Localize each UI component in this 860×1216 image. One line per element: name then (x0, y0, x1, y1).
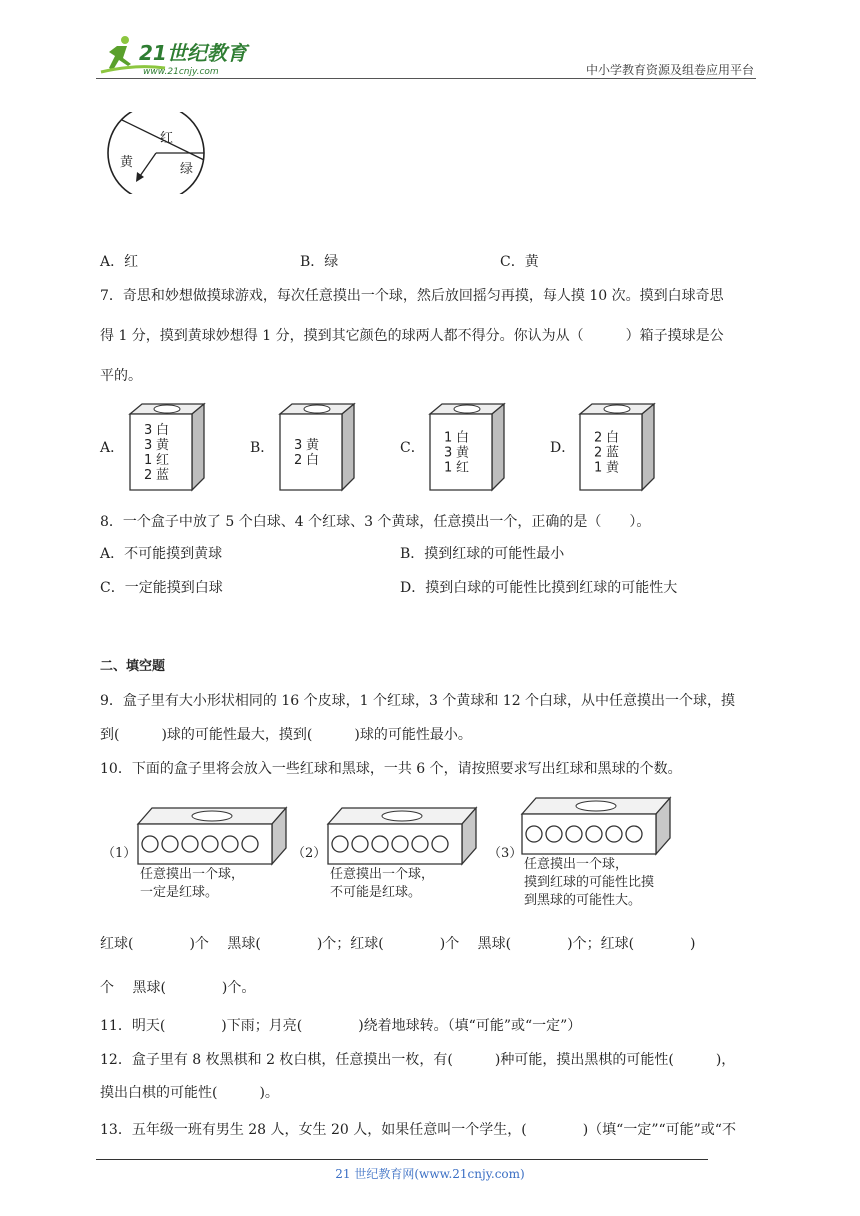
q7-box-count: 3 (294, 438, 303, 453)
ball-slot (606, 826, 622, 842)
q7-option-label[interactable]: B． (250, 440, 275, 456)
q10-answer-line-1[interactable]: 红球( )个 黑球( )个；红球( )个 黑球( )个；红球( ) (100, 936, 696, 952)
ball-slot (242, 836, 258, 852)
ball-slot (626, 826, 642, 842)
ball-slot (352, 836, 368, 852)
q6-option-c[interactable]: C．黄 (500, 254, 539, 270)
q7-box-color: 黄 (456, 445, 470, 461)
ball-slot (412, 836, 428, 852)
q12-line-2[interactable]: 摸出白棋的可能性( )。 (100, 1085, 279, 1101)
header-divider (96, 78, 756, 79)
q7-box-count: 2 (594, 445, 603, 461)
q7-box-count: 2 (594, 430, 603, 446)
q7-box-count: 3 (144, 438, 153, 453)
ball-slot (202, 836, 218, 852)
q10-box-figure (134, 806, 290, 866)
q10-box-caption: 不可能是红球。 (330, 885, 422, 900)
q7-box-count: 1 (444, 460, 453, 476)
q7-box-color: 白 (456, 430, 470, 446)
q12-line-1[interactable]: 12．盒子里有 8 枚黑棋和 2 枚白棋，任意摸出一枚，有( )种可能，摸出黑棋的可能性( )， (100, 1052, 736, 1068)
q10-box-figure (518, 796, 674, 856)
q7-box-color: 黄 (606, 460, 620, 476)
q10-box-caption: 任意摸出一个球， (140, 867, 245, 882)
q7-box-count: 3 (444, 445, 453, 461)
q6-option-a[interactable]: A．红 (100, 254, 139, 270)
q7-option-label[interactable]: A． (100, 440, 125, 456)
q7-box-color: 黄 (306, 438, 320, 453)
footer-divider (96, 1159, 708, 1160)
logo-url: www.21cnjy.com (143, 67, 219, 77)
q7-box-color: 蓝 (156, 468, 170, 483)
q10-box-caption: 到黑球的可能性大。 (524, 893, 642, 908)
q10-answer-line-2[interactable]: 个 黑球( )个。 (100, 980, 256, 996)
q7-box-color: 白 (306, 453, 320, 468)
spinner-pointer (140, 153, 156, 176)
q7-box-color: 白 (606, 430, 620, 446)
ball-slot (142, 836, 158, 852)
ball-slot (392, 836, 408, 852)
q7-box-count: 1 (144, 453, 153, 468)
ball-slot (222, 836, 238, 852)
q7-option-label[interactable]: D． (550, 440, 576, 456)
ball-slot (372, 836, 388, 852)
q7-box-figure (128, 402, 208, 494)
ball-slot (182, 836, 198, 852)
q11[interactable]: 11．明天( )下雨；月亮( )绕着地球转。（填“可能”或“一定”） (100, 1018, 582, 1034)
q7-box-color: 蓝 (606, 445, 620, 461)
q10-box-number: （3） (488, 846, 523, 861)
ball-slot (332, 836, 348, 852)
q8-option-c[interactable]: C．一定能摸到白球 (100, 580, 223, 596)
q7-box-figure (428, 402, 508, 494)
q7-box-count: 1 (594, 460, 603, 476)
q7-line-2: 得 1 分，摸到黄球妙想得 1 分，摸到其它颜色的球两人都不得分。你认为从（ ）箱子摸球是公 (100, 328, 724, 344)
q7-box-color: 红 (456, 460, 470, 476)
ball-slot (566, 826, 582, 842)
q7-box-count: 3 (144, 423, 153, 438)
q8-option-d[interactable]: D．摸到白球的可能性比摸到红球的可能性大 (400, 580, 678, 596)
ball-slot (586, 826, 602, 842)
q10-box-number: （2） (292, 846, 327, 861)
ball-slot (546, 826, 562, 842)
q7-line-3: 平的。 (100, 368, 142, 384)
q7-box-color: 白 (156, 423, 170, 438)
spinner-green: 绿 (180, 162, 194, 177)
q8-option-b[interactable]: B．摸到红球的可能性最小 (400, 546, 565, 562)
q7-box-figure (578, 402, 658, 494)
q7-box-count: 2 (294, 453, 303, 468)
q6-option-b[interactable]: B．绿 (300, 254, 339, 270)
q9-line-2: 到( )球的可能性最大，摸到( )球的可能性最小。 (100, 727, 472, 743)
q7-box-color: 黄 (156, 438, 170, 453)
ball-slot (162, 836, 178, 852)
q10-box-caption: 任意摸出一个球， (524, 857, 629, 872)
logo (95, 34, 265, 80)
ball-slot (526, 826, 542, 842)
spinner-yellow: 黄 (120, 155, 134, 170)
q7-box-color: 红 (156, 453, 170, 468)
q10-box-caption: 任意摸出一个球， (330, 867, 435, 882)
q7-box-figure (278, 402, 358, 494)
q7-line-1: 7．奇思和妙想做摸球游戏，每次任意摸出一个球，然后放回摇匀再摸，每人摸 10 次。摸到白球奇思 (100, 288, 724, 304)
q7-box-count: 1 (444, 430, 453, 446)
q10-box-caption: 一定是红球。 (140, 885, 219, 900)
footer-text: 21 世纪教育网(www.21cnjy.com) (335, 1167, 525, 1181)
platform-name: 中小学教育资源及组卷应用平台 (585, 63, 754, 77)
spinner-diagram (104, 112, 208, 194)
q8-option-a[interactable]: A．不可能摸到黄球 (100, 546, 223, 562)
q10-box-number: （1） (102, 846, 137, 861)
ball-slot (432, 836, 448, 852)
q10-stem: 10．下面的盒子里将会放入一些红球和黑球，一共 6 个，请按照要求写出红球和黑球的个数。 (100, 761, 682, 777)
q10-box-caption: 摸到红球的可能性比摸 (524, 875, 655, 890)
q13[interactable]: 13．五年级一班有男生 28 人，女生 20 人，如果任意叫一个学生，( )（填“一定”“可能”或“不 (100, 1122, 736, 1138)
logo-text: 21世纪教育 (139, 41, 247, 65)
q8-stem: 8．一个盒子中放了 5 个白球、4 个红球、3 个黄球，任意摸出一个，正确的是（ ）。 (100, 514, 651, 530)
q7-box-count: 2 (144, 468, 153, 483)
section-title: 二、填空题 (100, 659, 166, 674)
spinner-red: 红 (160, 131, 174, 146)
q10-box-figure (324, 806, 480, 866)
q7-option-label[interactable]: C． (400, 440, 425, 456)
q9-line-1: 9．盒子里有大小形状相同的 16 个皮球，1 个红球，3 个黄球和 12 个白球，从中任意摸出一个球，摸 (100, 693, 736, 709)
